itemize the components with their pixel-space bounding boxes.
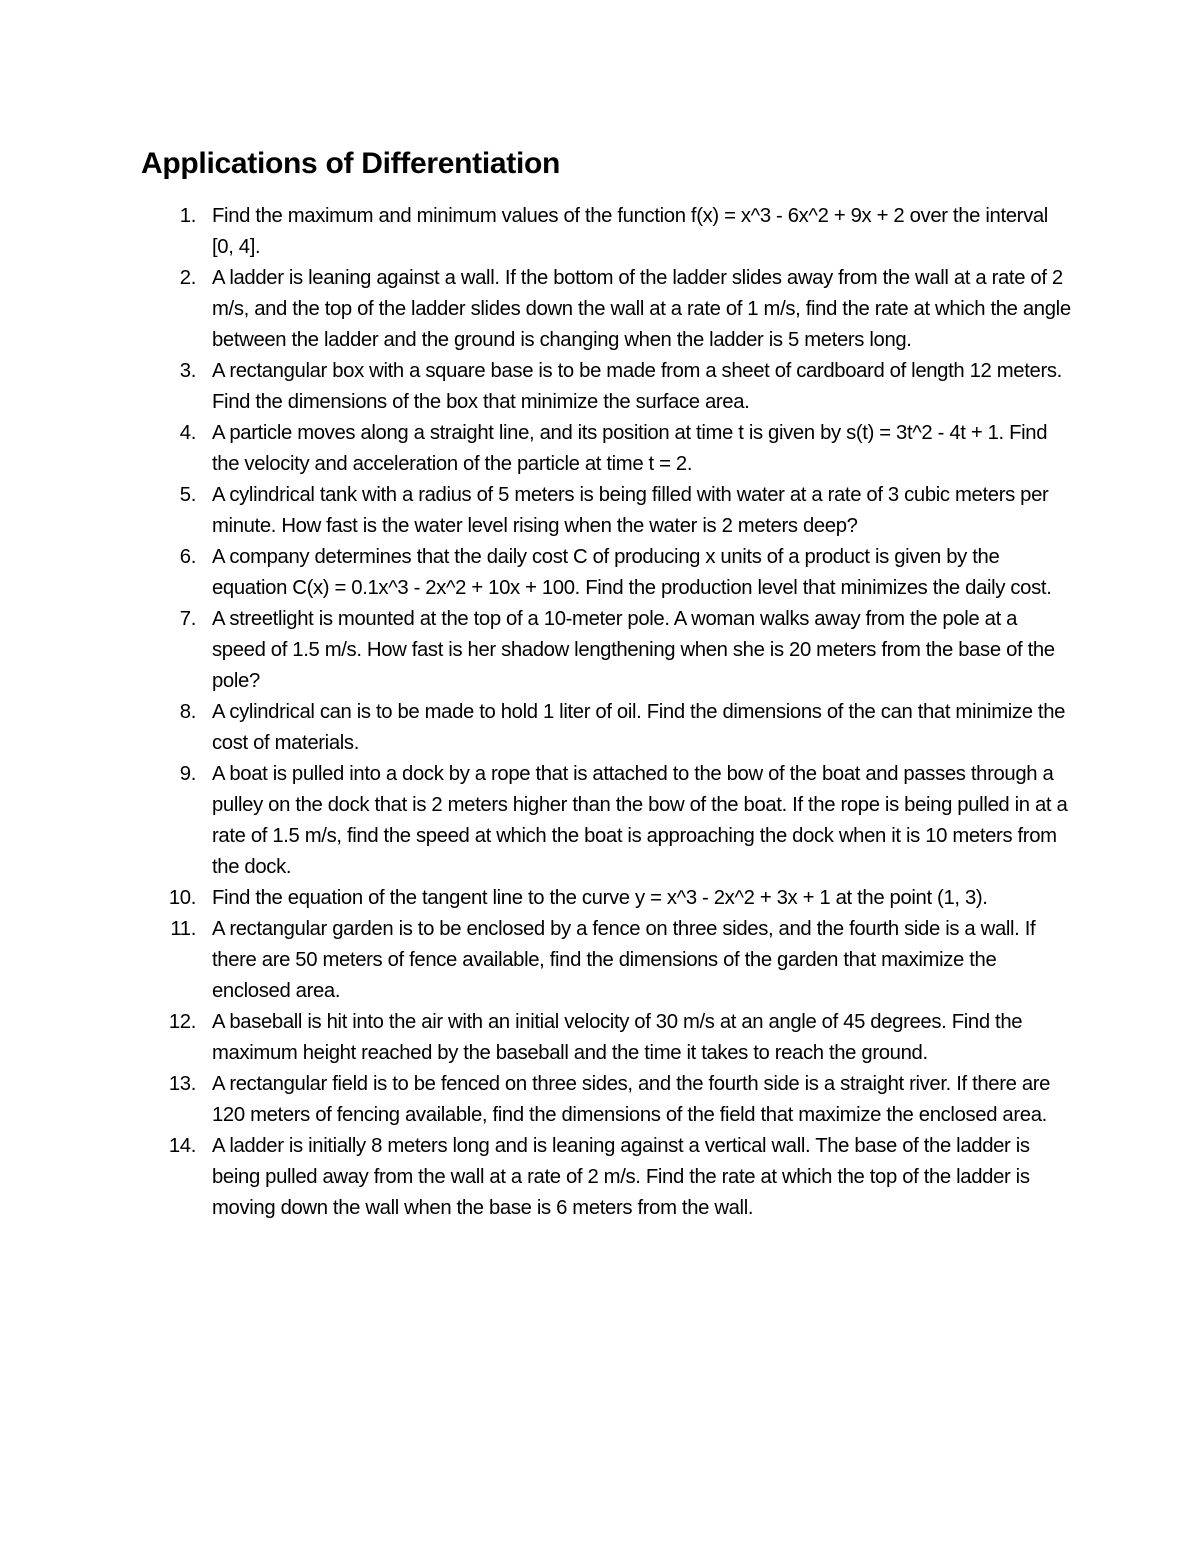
problem-number: 5. bbox=[179, 484, 196, 506]
problem-item bbox=[0, 201, 1072, 263]
problem-text: A streetlight is mounted at the top of a 10-meter pole. A woman walks away from the pole at a speed of 1.5 m/s. How fast is her shadow lengthening when she is 20 meters from the base of the pole? bbox=[212, 608, 1055, 692]
document-title: Applications of Differentiation bbox=[141, 147, 561, 180]
problem-item bbox=[0, 697, 1072, 759]
problem-item bbox=[0, 542, 1072, 604]
problem-item bbox=[0, 356, 1072, 418]
problem-number: 3. bbox=[179, 360, 196, 382]
problem-text: A rectangular garden is to be enclosed by a fence on three sides, and the fourth side is a wall. If there are 50 meters of fence available, find the dimensions of the garden that maximize the enclosed area. bbox=[212, 918, 1036, 1002]
problem-text: A ladder is leaning against a wall. If the bottom of the ladder slides away from the wall at a rate of 2 m/s, and the top of the ladder slides down the wall at a rate of 1 m/s, find the rate at which the angle between the ladder and the ground is changing when the ladder is 5 meters long. bbox=[212, 267, 1071, 351]
problem-text: A boat is pulled into a dock by a rope that is attached to the bow of the boat and passes through a pulley on the dock that is 2 meters higher than the bow of the boat. If the rope is being pulled in at a rate of 1.5 m/s, find the speed at which the boat is approaching the dock when it is 10 meters from the dock. bbox=[212, 763, 1068, 878]
problem-number: 14. bbox=[168, 1135, 196, 1157]
problem-item bbox=[0, 1069, 1072, 1131]
problem-number: 11. bbox=[170, 918, 196, 940]
problem-text: Find the maximum and minimum values of the function f(x) = x^3 - 6x^2 + 9x + 2 over the interval [0, 4]. bbox=[212, 205, 1048, 258]
problem-number: 6. bbox=[179, 546, 196, 568]
problem-text: A particle moves along a straight line, and its position at time t is given by s(t) = 3t^2 - 4t + 1. Find the velocity and acceleration of the particle at time t = 2. bbox=[212, 422, 1048, 475]
problem-text: A ladder is initially 8 meters long and is leaning against a vertical wall. The base of the ladder is being pulled away from the wall at a rate of 2 m/s. Find the rate at which the top of the ladder is moving down the wall when the base is 6 meters from the wall. bbox=[212, 1135, 1030, 1219]
problem-number: 10. bbox=[168, 887, 196, 909]
problem-number: 12. bbox=[168, 1011, 196, 1033]
problem-number: 9. bbox=[179, 763, 196, 785]
problem-text: A baseball is hit into the air with an initial velocity of 30 m/s at an angle of 45 degrees. Find the maximum height reached by the baseball and the time it takes to reach the ground. bbox=[212, 1011, 1023, 1064]
problem-item bbox=[0, 914, 1072, 1007]
problem-text: A cylindrical can is to be made to hold 1 liter of oil. Find the dimensions of the can that minimize the cost of materials. bbox=[212, 701, 1066, 754]
problem-item bbox=[0, 883, 1072, 914]
problem-number: 1. bbox=[179, 205, 196, 227]
problem-text: A rectangular box with a square base is to be made from a sheet of cardboard of length 12 meters. Find the dimensions of the box that minimize the surface area. bbox=[212, 360, 1062, 413]
problem-item bbox=[0, 1007, 1072, 1069]
problem-text: A company determines that the daily cost C of producing x units of a product is given by the equation C(x) = 0.1x^3 - 2x^2 + 10x + 100. Find the production level that minimizes the daily cost. bbox=[212, 546, 1052, 599]
problem-list bbox=[0, 201, 1200, 1224]
problem-item bbox=[0, 759, 1072, 883]
problem-item bbox=[0, 480, 1072, 542]
problem-item bbox=[0, 418, 1072, 480]
problem-number: 13. bbox=[168, 1073, 196, 1095]
problem-number: 2. bbox=[179, 267, 196, 289]
problem-number: 7. bbox=[179, 608, 196, 630]
problem-item bbox=[0, 263, 1072, 356]
problem-number: 4. bbox=[179, 422, 196, 444]
problem-item bbox=[0, 1131, 1072, 1224]
problem-item bbox=[0, 604, 1072, 697]
problem-text: A rectangular field is to be fenced on three sides, and the fourth side is a straight river. If there are 120 meters of fencing available, find the dimensions of the field that maximize the enclosed area. bbox=[212, 1073, 1051, 1126]
problem-text: A cylindrical tank with a radius of 5 meters is being filled with water at a rate of 3 cubic meters per minute. How fast is the water level rising when the water is 2 meters deep? bbox=[212, 484, 1049, 537]
problem-text: Find the equation of the tangent line to the curve y = x^3 - 2x^2 + 3x + 1 at the point (1, 3). bbox=[212, 887, 988, 909]
problem-number: 8. bbox=[179, 701, 196, 723]
